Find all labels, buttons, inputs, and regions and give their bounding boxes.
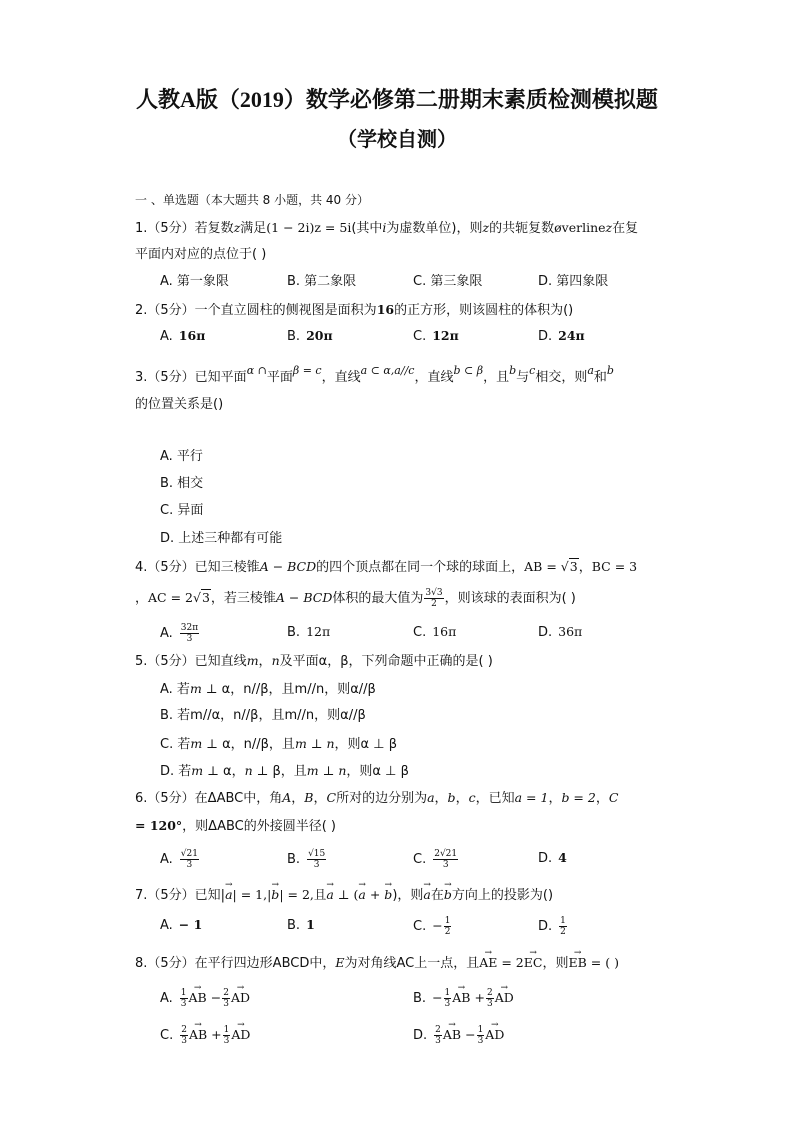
q6-text: ， (595, 791, 609, 806)
option-label: B. (287, 329, 301, 344)
denominator: 2 (444, 927, 451, 937)
q4-text: 体积的最大值为 (332, 591, 424, 606)
q5-option-d (160, 762, 409, 780)
option-value: 16π (432, 624, 457, 639)
q3-option-a: A. 平行 (160, 449, 203, 464)
vector-ab: → AB (452, 989, 470, 1007)
option-label: B. (287, 852, 301, 867)
q2-stem (135, 301, 573, 319)
fraction (433, 849, 458, 870)
vector-a: → a (225, 886, 232, 904)
math-var: i (382, 220, 387, 235)
vector-b: → b (444, 886, 452, 904)
vector-ec: → EC (524, 954, 543, 972)
math-var: z (233, 220, 241, 235)
numerator: √21 (180, 849, 198, 859)
numerator: 1 (560, 916, 566, 926)
q5-text: 及平面α，β，下列命题中正确的是( ) (279, 654, 493, 669)
option-label: C. (160, 1028, 174, 1043)
math-var: C (326, 790, 337, 805)
fraction (180, 988, 188, 1009)
vector-b: → b (384, 886, 392, 904)
numerator: 1 (180, 988, 187, 998)
option-label: D. (413, 1028, 428, 1043)
math-var: a (587, 364, 594, 377)
q6-option-a (160, 849, 200, 870)
q8-text: 8.（5分）在平行四边形ABCD中， (135, 956, 336, 971)
vector-ad: → AD (485, 1026, 504, 1044)
q4-text: 的四个顶点都在同一个球的球面上， (316, 560, 525, 575)
math-var: b (606, 364, 614, 377)
q1-stem-line2: 平面内对应的点位于( ) (135, 247, 267, 262)
math-expr: = 120° (135, 818, 183, 833)
math-expr: | = 2,且 (279, 887, 327, 902)
option-label: B. (287, 918, 301, 933)
vector-ad: → AD (231, 1026, 250, 1044)
q3-text: ，直线 (414, 370, 454, 385)
q6-text: ， (291, 791, 305, 806)
numerator: 3√3 (425, 588, 443, 598)
q3-option-d: D. 上述三种都有可能 (160, 531, 283, 546)
q3-text: ，直线 (321, 370, 361, 385)
numerator: 2 (181, 1025, 187, 1035)
denominator: 2 (431, 599, 437, 609)
math-expr: β = c (292, 364, 322, 377)
option-value: 1 (306, 917, 315, 932)
math-expr: m ⊥ (191, 763, 219, 778)
numerator: 1 (444, 988, 451, 998)
math-var: b (509, 364, 517, 377)
denominator: 3 (223, 1036, 230, 1046)
q3-stem-line1 (135, 364, 614, 387)
math-radicand: 3 (569, 559, 578, 574)
fraction (223, 1025, 231, 1046)
numerator: 2 (223, 988, 229, 998)
math-expr: ⊥ ( (333, 887, 359, 902)
q3-text: 和 (593, 370, 607, 385)
option-sign: − (432, 990, 443, 1005)
q6-text: ， (313, 791, 327, 806)
q4-stem-line1 (135, 558, 637, 576)
math-expr: m ⊥ n (306, 763, 347, 778)
option-label: D. (538, 851, 553, 866)
q1-stem-line1 (135, 219, 638, 237)
q2-option-b (287, 327, 333, 345)
q5-stem (135, 652, 493, 670)
q1-option-d: D. 第四象限 (538, 274, 609, 289)
numerator: 1 (223, 1025, 230, 1035)
fraction (486, 988, 494, 1009)
math-operator: + (207, 1027, 222, 1042)
math-operator: − (206, 990, 222, 1005)
q6-stem-line2 (135, 817, 336, 835)
option-text: ，则α ⊥ β (346, 764, 409, 779)
math-var: B (304, 790, 314, 805)
q8-stem (135, 954, 619, 972)
option-text: β，且 (268, 764, 307, 779)
denominator: 3 (313, 860, 320, 870)
q3-text: 平面 (266, 370, 293, 385)
q1-text: 1.（5分）若复数 (135, 221, 234, 236)
q7-option-b (287, 916, 315, 934)
q1-text: 的共轭复数 (489, 221, 555, 236)
option-label: D. (538, 919, 553, 934)
option-text: B. 若m//α，n//β，且m//n，则α//β (160, 708, 366, 723)
q1-text: 为虚数单位)，则 (386, 221, 483, 236)
page-title: 人教A版（2019）数学必修第二册期末素质检测模拟题 (136, 87, 658, 112)
vector-a: → a (358, 886, 365, 904)
q6-text: ， (434, 791, 448, 806)
q6-option-c (413, 849, 459, 870)
vector-ab: → AB (443, 1026, 461, 1044)
q4-option-c (413, 623, 456, 641)
q4-option-a (160, 623, 200, 644)
q4-option-d (538, 623, 582, 641)
denominator: 3 (477, 1036, 484, 1046)
q7-option-a (160, 916, 202, 934)
math-var: c (468, 790, 476, 805)
option-value: 16π (178, 328, 206, 343)
math-expr: BC = 3 (591, 559, 638, 574)
q6-option-d (538, 849, 567, 867)
q6-text: ， (548, 791, 562, 806)
option-text: C. 若 (160, 737, 191, 752)
option-text: α，n//β，且m//n，则α//β (217, 682, 376, 697)
denominator: 3 (181, 1036, 187, 1046)
numerator: √15 (308, 849, 326, 859)
math-expr: n ⊥ (244, 763, 269, 778)
option-text: D. 若 (160, 764, 192, 779)
math-expr: m ⊥ (189, 681, 218, 696)
denominator: 3 (186, 634, 193, 644)
q4-stem-line2 (135, 588, 576, 609)
vector-ad: → AD (495, 989, 514, 1007)
option-text: α，n//β，且 (217, 737, 295, 752)
section-heading: 一 、单选题（本大题共 8 小题，共 40 分） (135, 193, 369, 207)
math-var: z (482, 220, 490, 235)
q2-option-d (538, 327, 585, 345)
fraction (307, 849, 326, 870)
q4-text: ， (135, 591, 149, 606)
q3-option-b: B. 相交 (160, 476, 204, 491)
q5-text: 5.（5分）已知直线 (135, 654, 247, 669)
q1-text: 满足 (240, 221, 267, 236)
q3-text: 3.（5分）已知平面 (135, 370, 247, 385)
math-expr: = ( ) (586, 955, 619, 970)
math-var: a (427, 790, 435, 805)
q5-option-c (160, 735, 397, 753)
math-expr: a = 1 (514, 790, 549, 805)
option-label: C. (413, 329, 427, 344)
q3-text: 相交，则 (535, 370, 588, 385)
q7-option-c (413, 916, 452, 937)
q2-text: 的正方形，则该圆柱的体积为() (394, 303, 574, 318)
numerator: 1 (444, 916, 451, 926)
math-expr: | = 1,| (232, 887, 272, 902)
fraction (559, 916, 567, 937)
fraction (434, 1025, 442, 1046)
math-number: 16 (376, 302, 395, 317)
math-expr: b ⊂ β (453, 364, 484, 377)
vector-ad: → AD (231, 989, 250, 1007)
q4-option-b (287, 623, 330, 641)
option-label: A. (160, 852, 173, 867)
fraction (180, 849, 199, 870)
fraction (180, 623, 199, 644)
math-var: m (246, 653, 259, 668)
option-value: 4 (558, 850, 567, 865)
math-expr: (1 − 2i)z = 5i (266, 220, 352, 235)
q1-text: 在复 (612, 221, 639, 236)
option-text: ，则α ⊥ β (334, 737, 398, 752)
q1-option-c: C. 第三象限 (413, 274, 483, 289)
math-var: C (608, 790, 619, 805)
option-label: B. (413, 991, 427, 1006)
q3-text: ，且 (483, 370, 510, 385)
q2-option-a (160, 327, 205, 345)
math-expr: b = 2 (561, 790, 596, 805)
denominator: 3 (435, 1036, 441, 1046)
option-label: C. (413, 852, 427, 867)
option-value: − 1 (178, 917, 203, 932)
q2-text: 2.（5分）一个直立圆柱的侧视图是面积为 (135, 303, 377, 318)
math-expr: AB = √ (524, 559, 569, 574)
fraction (444, 988, 452, 1009)
q8-option-c (160, 1025, 251, 1046)
denominator: 3 (442, 860, 449, 870)
vector-ab: → AB (189, 1026, 207, 1044)
option-label: D. (538, 329, 553, 344)
q1-option-b: B. 第二象限 (287, 274, 357, 289)
denominator: 3 (486, 999, 493, 1009)
option-label: C. (413, 625, 427, 640)
q1-option-a: A. 第一象限 (160, 274, 229, 289)
math-expr: m ⊥ n (294, 736, 335, 751)
numerator: 2 (486, 988, 493, 998)
q8-option-d (413, 1025, 505, 1046)
q5-option-b (160, 707, 366, 725)
q7-text: )，则 (392, 888, 424, 903)
math-var: c (529, 364, 536, 377)
math-expr: A − BCD (259, 559, 317, 574)
option-label: B. (287, 625, 301, 640)
q5-option-a (160, 680, 376, 698)
q2-option-c (413, 327, 459, 345)
denominator: 3 (223, 999, 229, 1009)
option-label: A. (160, 918, 173, 933)
q5-text: ， (258, 654, 272, 669)
math-operator: + (470, 990, 485, 1005)
math-expr: = 2 (497, 955, 524, 970)
q3-stem-line2: 的位置关系是() (135, 397, 224, 412)
q6-stem-line1 (135, 789, 618, 807)
math-operator: − (461, 1027, 476, 1042)
q7-stem (135, 886, 553, 904)
fraction (180, 1025, 188, 1046)
q7-text: 在 (430, 888, 444, 903)
q6-text: 所对的边分别为 (336, 791, 428, 806)
option-value: 12π (432, 328, 459, 343)
vector-ae: → AE (479, 954, 497, 972)
option-label: D. (538, 625, 553, 640)
option-value: 36π (558, 624, 583, 639)
option-sign: − (432, 918, 443, 933)
math-expr: øverline (554, 220, 606, 235)
option-value: 12π (306, 624, 331, 639)
option-label: A. (160, 626, 173, 641)
denominator: 3 (186, 860, 193, 870)
option-label: A. (160, 329, 173, 344)
denominator: 2 (560, 927, 566, 937)
q4-text: ， (578, 560, 592, 575)
math-var: b (447, 790, 456, 805)
fraction (222, 988, 230, 1009)
math-var: n (271, 653, 280, 668)
q8-text: 为对角线AC上一点，且 (344, 956, 480, 971)
math-expr: + (365, 887, 385, 902)
option-text: A. 若 (160, 682, 190, 697)
vector-ab: → AB (189, 989, 207, 1007)
numerator: 2 (435, 1025, 441, 1035)
q8-option-b (413, 988, 514, 1009)
q6-text: ，则ΔABC的外接圆半径( ) (182, 819, 337, 834)
math-var: E (335, 955, 345, 970)
option-label: C. (413, 919, 427, 934)
numerator: 32π (180, 623, 199, 633)
denominator: 3 (180, 999, 187, 1009)
page-subtitle: （学校自测） (337, 129, 457, 151)
math-var: z (605, 220, 613, 235)
q4-text: 4.（5分）已知三棱锥 (135, 560, 260, 575)
option-value: 20π (306, 328, 333, 343)
q7-option-d (538, 916, 568, 937)
option-text: α， (218, 764, 245, 779)
q1-text: (其中 (351, 221, 383, 236)
vector-a: → a (423, 886, 430, 904)
math-expr: a ⊂ α,a//c (360, 364, 415, 377)
q6-text: ， (455, 791, 469, 806)
q3-option-c: C. 异面 (160, 503, 204, 518)
numerator: 1 (477, 1025, 484, 1035)
q7-text: 方向上的投影为() (451, 888, 554, 903)
option-label: A. (160, 991, 173, 1006)
q3-text: 与 (516, 370, 530, 385)
math-var: A (282, 790, 292, 805)
q6-text: ，已知 (475, 791, 515, 806)
q6-text: 6.（5分）在ΔABC中，角 (135, 791, 283, 806)
math-expr: AC = 2√ (148, 590, 201, 605)
q4-text: ，则该球的表面积为( ) (444, 591, 576, 606)
q6-option-b (287, 849, 327, 870)
math-expr: α ∩ (246, 364, 267, 377)
q7-text: 7.（5分）已知| (135, 888, 226, 903)
fraction (444, 916, 452, 937)
denominator: 3 (444, 999, 451, 1009)
option-value: 24π (558, 328, 585, 343)
vector-eb: → EB (568, 954, 586, 972)
math-expr: m ⊥ (190, 736, 218, 751)
q8-text: ，则 (542, 956, 569, 971)
fraction (424, 588, 443, 609)
q8-option-a (160, 988, 250, 1009)
numerator: 2√21 (434, 849, 458, 859)
vector-a: → a (326, 886, 333, 904)
math-expr: A − BCD (275, 590, 333, 605)
q4-text: ，若三棱锥 (210, 591, 276, 606)
fraction (477, 1025, 485, 1046)
vector-b: → b (271, 886, 279, 904)
math-radicand: 3 (201, 590, 210, 605)
